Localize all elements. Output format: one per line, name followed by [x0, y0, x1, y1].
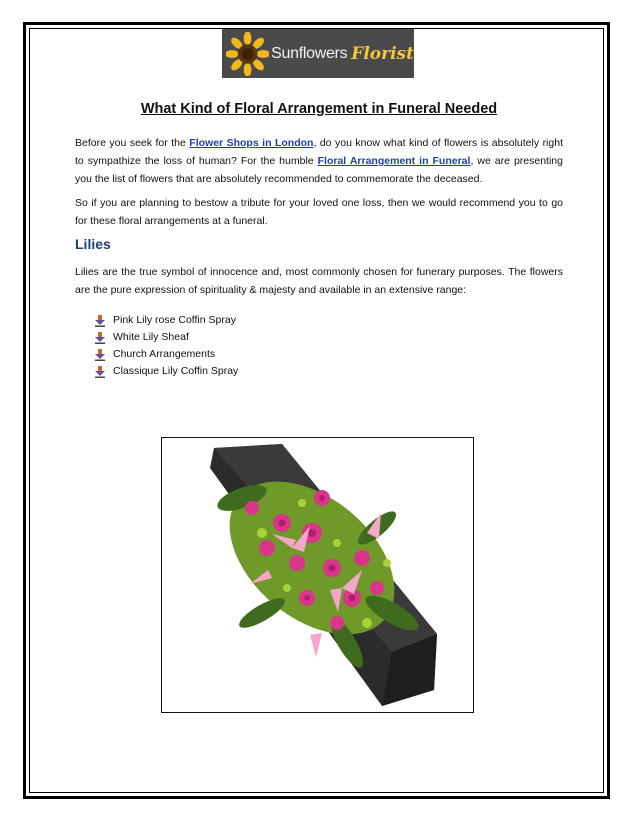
list-item [94, 329, 238, 346]
arrow-down-bullet-icon [94, 349, 106, 361]
arrow-down-bullet-icon [94, 315, 106, 327]
link-floral-arrangement-funeral[interactable]: Floral Arrangement in Funeral [317, 155, 471, 167]
list-item [94, 312, 238, 329]
list-item [94, 346, 238, 363]
list-item [94, 363, 238, 380]
section-heading-lilies: Lilies [75, 236, 111, 252]
coffin-spray-photo [161, 437, 474, 713]
intro-text-1: Before you seek for the [75, 137, 190, 149]
list-item-label: Church Arrangements [113, 348, 216, 360]
link-flower-shops-london[interactable]: Flower Shops in London [189, 137, 314, 149]
sunflower-icon [226, 32, 269, 76]
list-item-label: Pink Lily rose Coffin Spray [113, 314, 236, 326]
coffin-spray-illustration [162, 438, 473, 712]
lilies-paragraph: Lilies are the true symbol of innocence and, most commonly chosen for funerary purposes. The flowers are the pure expression of spirituality & majesty and available in an extensive range: [75, 266, 563, 296]
intro-text-3: , we are presenting you the list of flowers that are absolutely recommended to commemorate the deceased. [75, 155, 563, 185]
lilies-list [94, 312, 238, 380]
logo [222, 29, 414, 78]
intro-paragraph [75, 134, 563, 188]
logo-text-script: Florist [351, 43, 414, 64]
page-title: What Kind of Floral Arrangement in Funeral Needed [140, 101, 498, 117]
intro-text-2: , do you know what kind of flowers is absolutely right to sympathize the loss of human? For the humble [75, 137, 563, 167]
second-paragraph: So if you are planning to bestow a tribute for your loved one loss, then we would recommend you to go for these floral arrangements at a funeral. [75, 197, 563, 227]
list-item-label: Classique Lily Coffin Spray [113, 365, 239, 377]
logo-text-main: Sunflowers [271, 44, 348, 62]
list-item-label: White Lily Sheaf [113, 331, 189, 343]
arrow-down-bullet-icon [94, 332, 106, 344]
arrow-down-bullet-icon [94, 366, 106, 378]
